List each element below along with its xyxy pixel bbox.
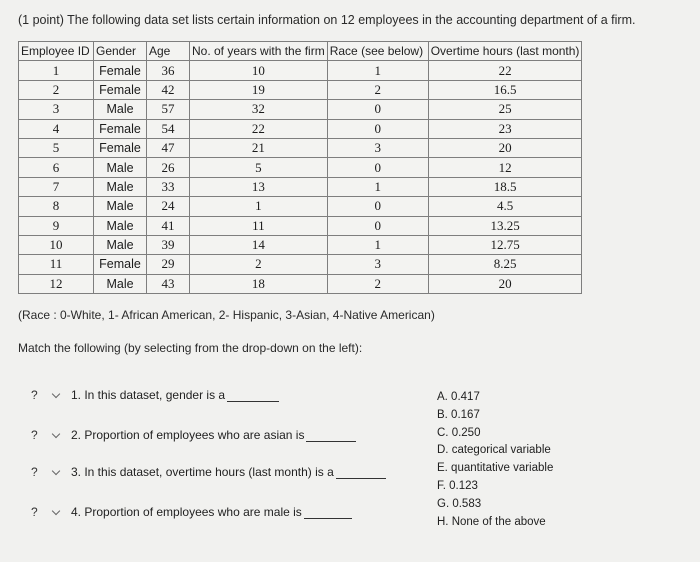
cell-race: 1: [327, 235, 428, 254]
cell-employee-id: 8: [19, 197, 94, 216]
cell-employee-id: 4: [19, 119, 94, 138]
chevron-down-icon: [52, 466, 60, 474]
cell-overtime: 18.5: [428, 177, 582, 196]
cell-years: 11: [190, 216, 328, 235]
match-question-4: [27, 503, 352, 521]
match-question-text: 2. Proportion of employees who are asian is: [71, 428, 305, 442]
cell-race: 0: [327, 197, 428, 216]
match-instruction: Match the following (by selecting from the drop-down on the left):: [18, 341, 363, 355]
cell-overtime: 23: [428, 119, 582, 138]
cell-employee-id: 6: [19, 158, 94, 177]
cell-age: 42: [147, 80, 190, 99]
cell-employee-id: 9: [19, 216, 94, 235]
chevron-down-icon: [52, 506, 60, 514]
cell-race: 0: [327, 100, 428, 119]
cell-gender: Male: [94, 235, 147, 254]
cell-overtime: 8.25: [428, 255, 582, 274]
header-years: No. of years with the firm: [190, 42, 328, 61]
cell-age: 29: [147, 255, 190, 274]
cell-race: 3: [327, 138, 428, 157]
cell-years: 32: [190, 100, 328, 119]
table-row: [19, 177, 582, 196]
cell-years: 1: [190, 197, 328, 216]
cell-race: 2: [327, 80, 428, 99]
cell-overtime: 12.75: [428, 235, 582, 254]
cell-race: 2: [327, 274, 428, 293]
option-a: A. 0.417: [437, 391, 480, 403]
cell-gender: Male: [94, 100, 147, 119]
table-header-row: [19, 42, 582, 61]
cell-employee-id: 5: [19, 138, 94, 157]
cell-overtime: 20: [428, 138, 582, 157]
cell-race: 0: [327, 158, 428, 177]
table-row: [19, 197, 582, 216]
match-question-text: 3. In this dataset, overtime hours (last month) is a: [71, 465, 334, 479]
match-question-3: [27, 463, 386, 481]
table-row: [19, 158, 582, 177]
match-question-text: 1. In this dataset, gender is a: [71, 388, 226, 402]
cell-age: 41: [147, 216, 190, 235]
cell-gender: Female: [94, 119, 147, 138]
option-c: C. 0.250: [437, 426, 481, 439]
answer-blank: [336, 466, 386, 479]
cell-employee-id: 7: [19, 177, 94, 196]
header-race: Race (see below): [327, 42, 428, 61]
option-g: G. 0.583: [437, 497, 482, 510]
cell-age: 33: [147, 177, 190, 196]
cell-years: 13: [190, 177, 328, 196]
table-row: [19, 80, 582, 99]
table-row: [19, 235, 582, 254]
cell-overtime: 4.5: [428, 197, 582, 216]
cell-race: 1: [327, 61, 428, 80]
cell-race: 1: [327, 177, 428, 196]
race-legend-note: (Race : 0-White, 1- African American, 2- Hispanic, 3-Asian, 4-Native American): [18, 308, 435, 322]
cell-years: 21: [190, 138, 328, 157]
cell-years: 18: [190, 274, 328, 293]
table-row: [19, 274, 582, 293]
cell-gender: Female: [94, 61, 147, 80]
cell-age: 54: [147, 119, 190, 138]
cell-years: 2: [190, 255, 328, 274]
cell-years: 14: [190, 235, 328, 254]
table-row: [19, 216, 582, 235]
option-b: B. 0.167: [437, 408, 480, 421]
cell-employee-id: 10: [19, 235, 94, 254]
option-d: D. categorical variable: [437, 444, 551, 457]
match-3-dropdown[interactable]: [27, 463, 63, 481]
answer-options-list: [437, 389, 553, 531]
cell-gender: Male: [94, 274, 147, 293]
cell-race: 0: [327, 216, 428, 235]
dropdown-selected-value: ?: [31, 388, 38, 402]
match-question-text: 4. Proportion of employees who are male is: [71, 505, 302, 519]
cell-gender: Female: [94, 138, 147, 157]
employee-data-table: [18, 41, 582, 294]
cell-race: 0: [327, 119, 428, 138]
cell-years: 22: [190, 119, 328, 138]
cell-overtime: 12: [428, 158, 582, 177]
cell-overtime: 16.5: [428, 80, 582, 99]
header-gender: Gender: [94, 42, 147, 61]
match-question-2: [27, 426, 356, 444]
cell-gender: Male: [94, 197, 147, 216]
cell-employee-id: 2: [19, 80, 94, 99]
cell-overtime: 22: [428, 61, 582, 80]
cell-gender: Male: [94, 216, 147, 235]
cell-race: 3: [327, 255, 428, 274]
chevron-down-icon: [52, 429, 60, 437]
answer-blank: [306, 429, 356, 442]
match-question-1: [27, 386, 279, 404]
question-intro: (1 point) The following data set lists certain information on 12 employees in the accounting department of a firm.: [18, 13, 636, 27]
option-f: F. 0.123: [437, 479, 478, 492]
answer-blank: [304, 506, 352, 519]
table-row: [19, 100, 582, 119]
table-row: [19, 61, 582, 80]
cell-overtime: 25: [428, 100, 582, 119]
cell-age: 26: [147, 158, 190, 177]
header-employee-id: Employee ID: [19, 42, 94, 61]
dropdown-selected-value: ?: [31, 505, 38, 519]
cell-age: 57: [147, 100, 190, 119]
answer-blank: [227, 389, 279, 402]
cell-age: 24: [147, 197, 190, 216]
cell-age: 47: [147, 138, 190, 157]
cell-employee-id: 11: [19, 255, 94, 274]
header-age: Age: [147, 42, 190, 61]
cell-gender: Female: [94, 80, 147, 99]
cell-gender: Male: [94, 177, 147, 196]
cell-years: 10: [190, 61, 328, 80]
cell-overtime: 13.25: [428, 216, 582, 235]
table-row: [19, 119, 582, 138]
match-2-dropdown[interactable]: [27, 426, 63, 444]
option-e: E. quantitative variable: [437, 462, 554, 475]
cell-years: 5: [190, 158, 328, 177]
cell-employee-id: 1: [19, 61, 94, 80]
table-row: [19, 138, 582, 157]
header-overtime: Overtime hours (last month): [428, 42, 582, 61]
cell-employee-id: 3: [19, 100, 94, 119]
dropdown-selected-value: ?: [31, 465, 38, 479]
cell-age: 39: [147, 235, 190, 254]
cell-gender: Male: [94, 158, 147, 177]
dropdown-selected-value: ?: [31, 428, 38, 442]
chevron-down-icon: [52, 389, 60, 397]
match-1-dropdown[interactable]: [27, 386, 63, 404]
cell-gender: Female: [94, 255, 147, 274]
cell-age: 36: [147, 61, 190, 80]
option-h: H. None of the above: [437, 515, 546, 528]
cell-age: 43: [147, 274, 190, 293]
table-row: [19, 255, 582, 274]
cell-years: 19: [190, 80, 328, 99]
cell-overtime: 20: [428, 274, 582, 293]
match-4-dropdown[interactable]: [27, 503, 63, 521]
cell-employee-id: 12: [19, 274, 94, 293]
